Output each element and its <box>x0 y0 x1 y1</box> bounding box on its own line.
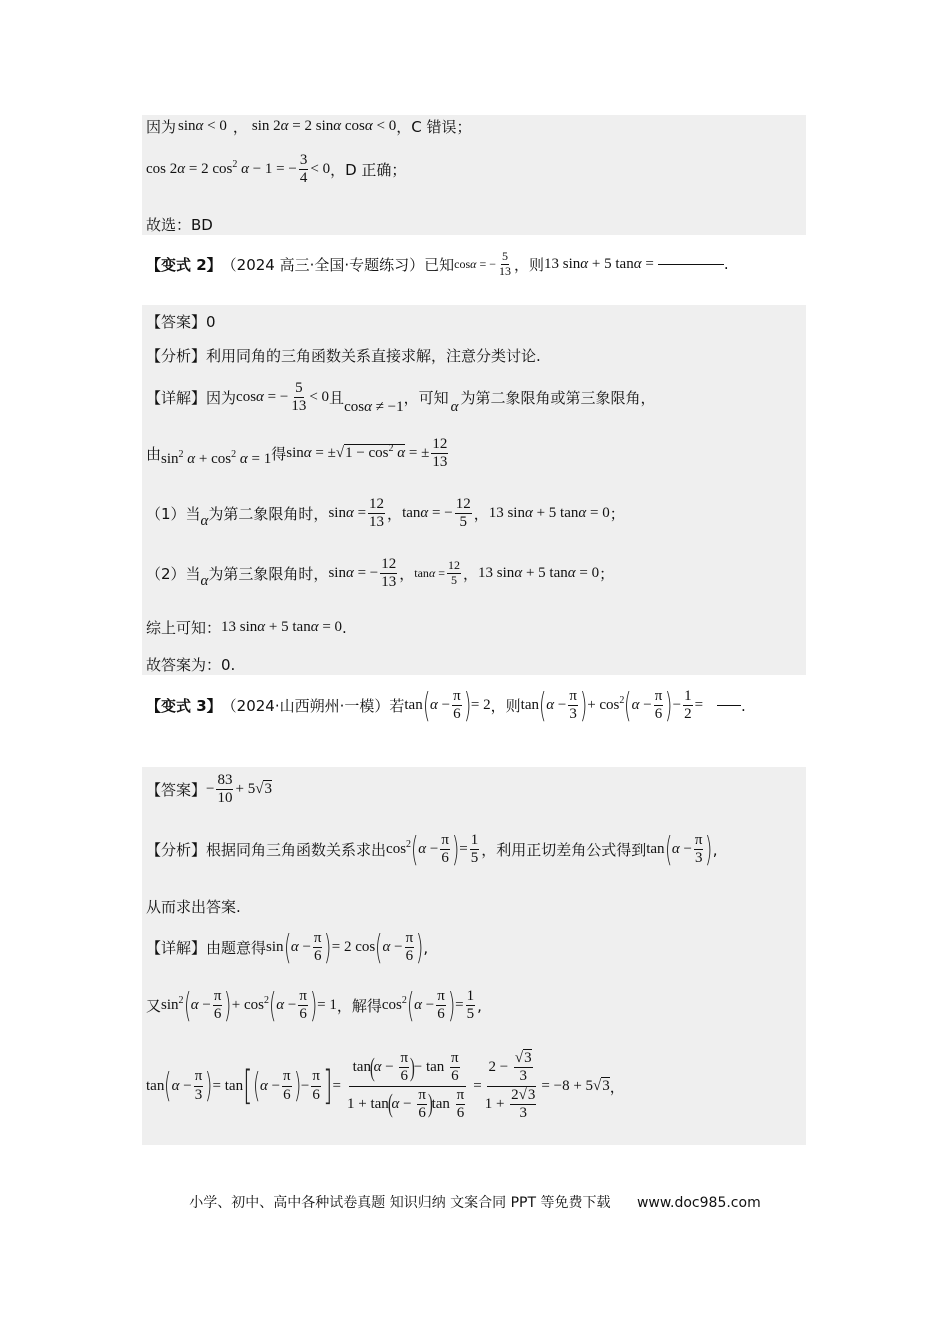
line-c-wrong: 因为 sinα < 0 ， sin 2α = 2 sinα cosα < 0 ，C 错误； <box>146 118 472 136</box>
v2-case2: （2）当 α 为第三象限角时， sinα = − $\frac{12}{13}$ ， tanα = $\frac{12}{5}$ ， 13 sinα + 5 tanα = 0 ； <box>146 556 615 591</box>
v3-answer: 【答案】 − $\frac{83}{10}$ + 5√3 <box>146 772 272 807</box>
v3-detail-3: tan ( α − $\frac{\pi}{3}$ ) = tan [ ( α − $\frac{\pi}{6}$ ) − $\frac{\pi}{6}$ ] = tan ( α − $\frac{\pi}{6}$ ) − tan $\frac{\pi}{6}$ 1 + tan ( α − $\frac{\pi}{6}$ ) tan $\frac{\pi}{6}$ = 2 − $\frac{√3}{3}$ 1 + $\frac{2√3}{3}$ = −8 + 5√3 ， <box>146 1050 625 1121</box>
v2-answer: 【答案】 0 <box>146 312 216 331</box>
footer-text: 小学、初中、高中各种试卷真题 知识归纳 文案合同 PPT 等免费下载 <box>189 1195 611 1211</box>
v2-final: 故答案为：0. <box>146 656 236 674</box>
v2-summary: 综上可知： 13 sinα + 5 tanα = 0 . <box>146 618 347 637</box>
v3-detail-1: 【详解】 由题意得 sin ( α − $\frac{\pi}{6}$ ) = 2 cos ( α − $\frac{\pi}{6}$ ) , <box>146 927 429 968</box>
v2-detail-2: 由 $\sin^2 \alpha + \cos^2 \alpha = 1$ 得 $\sin\alpha = \pm√1 - \cos^2 \alpha$ = ± $\frac{12}{13}$ <box>146 436 448 471</box>
page-footer <box>0 1192 950 1212</box>
v2-analysis: 【分析】 利用同角的三角函数关系直接求解，注意分类讨论. <box>146 347 541 365</box>
v3-question: 【变式 3】 （2024·山西朔州·一模）若 tan ( α − $\frac{\pi}{6}$ ) = 2 ，则 tan ( α − $\frac{\pi}{3}$ ) + $\cos^2$ ( α − $\frac{\pi}{6}$ ) − $\frac{1}{2}$ = . <box>146 685 746 726</box>
v3-detail-2: 又 $\sin^2$ ( α − $\frac{\pi}{6}$ ) + $\cos^2$ ( α − $\frac{\pi}{6}$ ) = 1 ，解得 $\cos^2$ ( α − $\frac{\pi}{6}$ ) = $\frac{1}{5}$ , <box>146 985 482 1026</box>
line-d-right: cos 2α = 2 $\cos^2 \alpha - 1$ = − $\frac{3}{4}$ < 0 ，D 正确； <box>146 152 407 187</box>
v3-analysis-cont: 从而求出答案. <box>146 898 241 916</box>
v2-case1: （1）当 α 为第二象限角时， sinα = $\frac{12}{13}$ ， tanα = − $\frac{12}{5}$ ， 13 sinα + 5 tanα = 0 ； <box>146 496 625 531</box>
v2-question: 【变式 2】 （2024 高三·全国·专题练习）已知 cosα = − $\frac{5}{13}$ ，则 13 sinα + 5 tanα = . <box>146 249 729 278</box>
footer-url[interactable]: www.doc985.com <box>636 1195 761 1211</box>
v2-detail-1: 【详解】 因为 cosα = − $\frac{5}{13}$ < 0 且 cosα ≠ −1 ，可知 α 为第二象限角或第三象限角， <box>146 380 656 416</box>
line-choose: 故选：BD <box>146 216 213 234</box>
v3-analysis: 【分析】 根据同角三角函数关系求出 $\cos^2$ ( α − $\frac{\pi}{6}$ ) = $\frac{1}{5}$ ，利用正切差角公式得到 tan ( α − $\frac{\pi}{3}$ ) , <box>146 829 718 870</box>
